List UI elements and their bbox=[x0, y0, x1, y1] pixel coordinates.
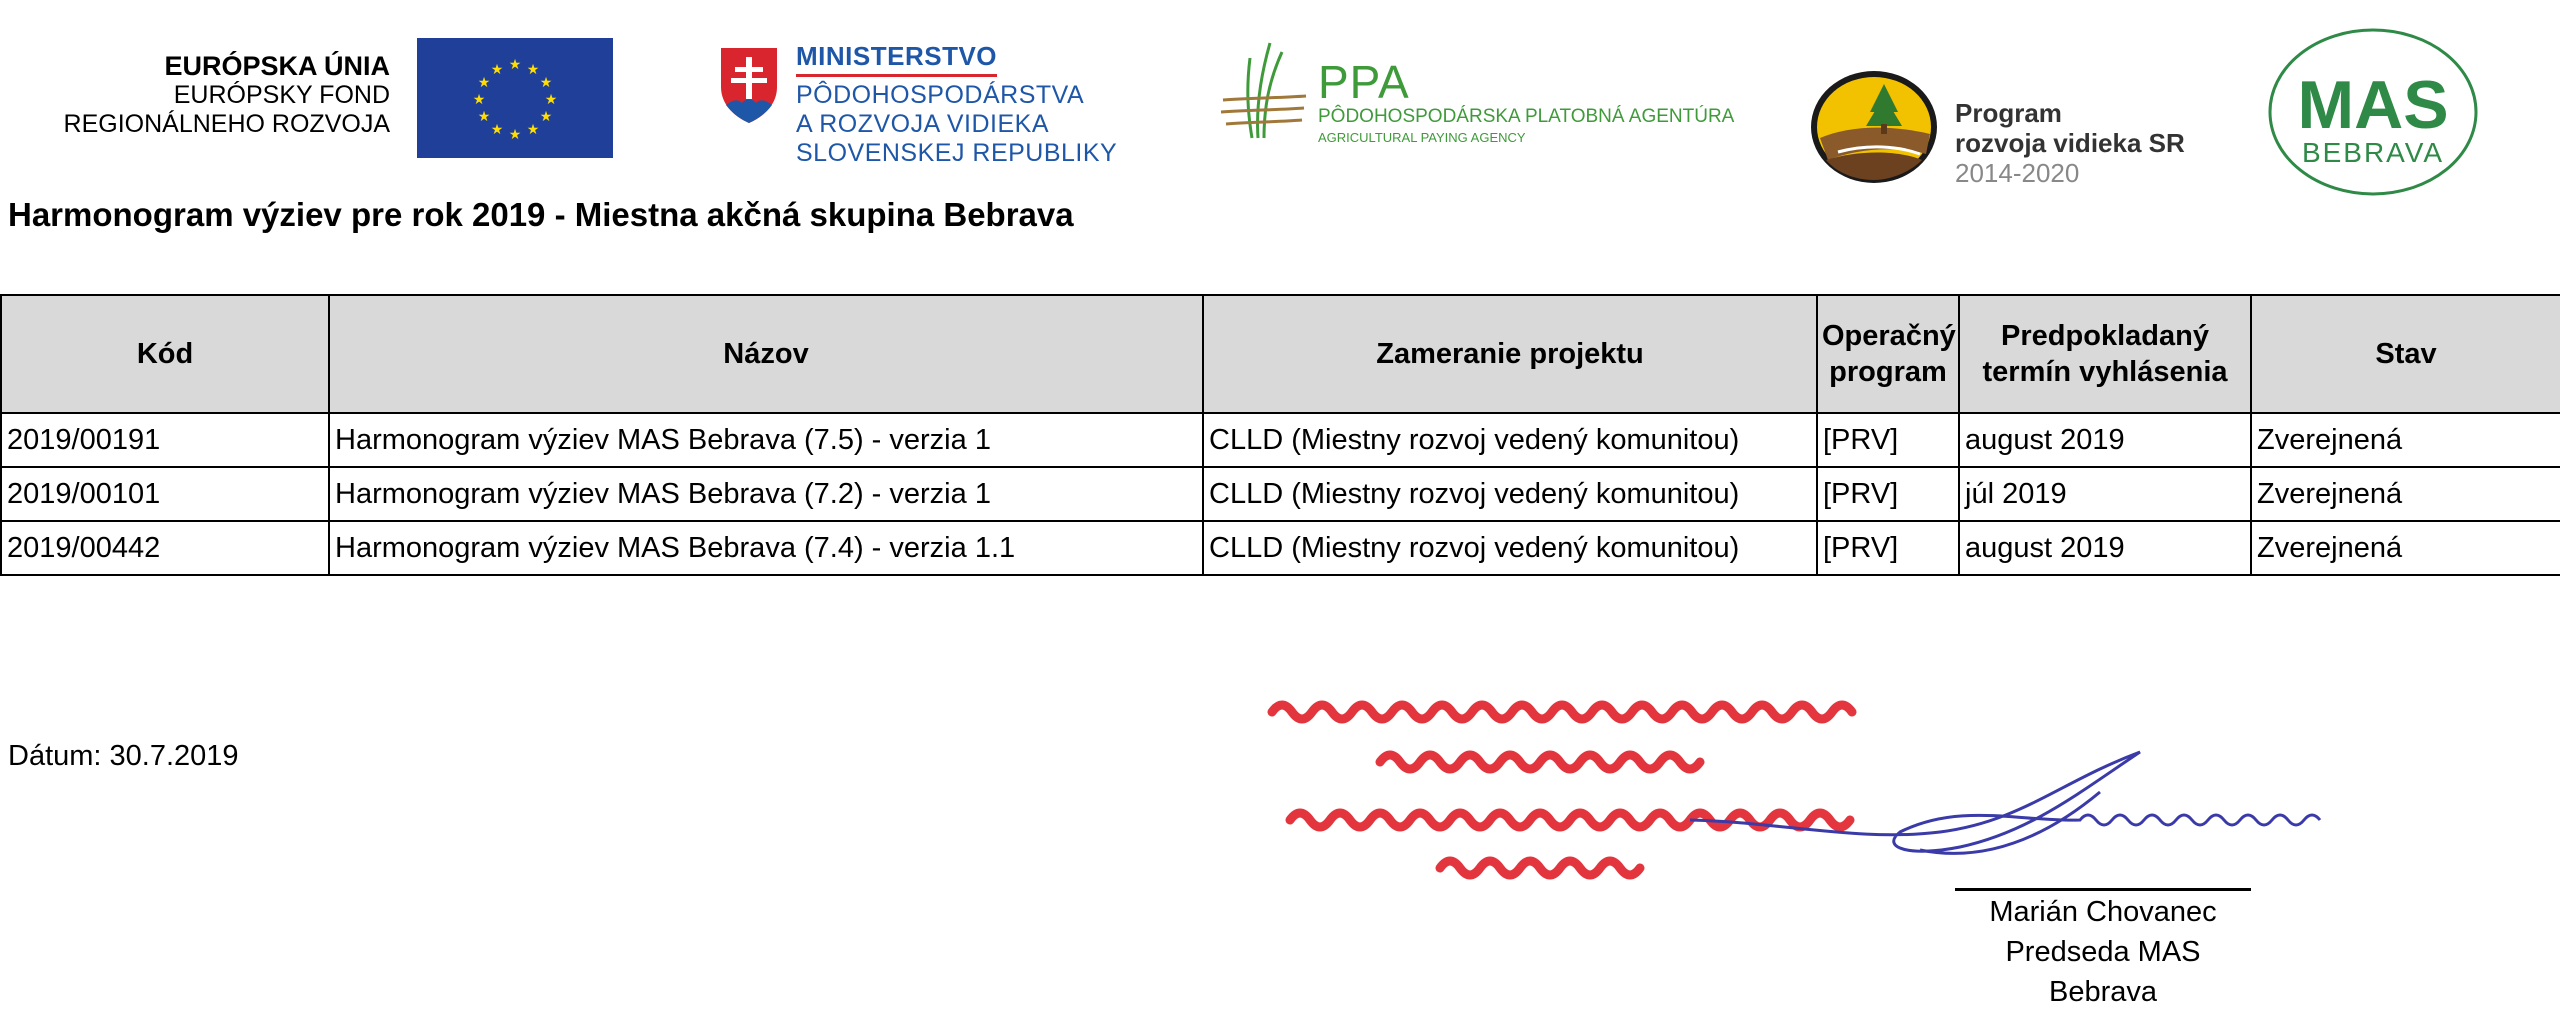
cell-kod: 2019/00442 bbox=[1, 521, 329, 575]
ppa-abbr: PPA bbox=[1318, 56, 1410, 108]
svg-text:★: ★ bbox=[490, 122, 504, 138]
svg-text:★: ★ bbox=[477, 75, 491, 91]
document-title: Harmonogram výziev pre rok 2019 - Miestna akčná skupina Bebrava bbox=[8, 196, 1074, 233]
table-row bbox=[1, 467, 2560, 521]
eu-flag-icon bbox=[417, 38, 613, 158]
eu-line1: EURÓPSKA ÚNIA bbox=[164, 51, 390, 81]
cell-kod: 2019/00101 bbox=[1, 467, 329, 521]
mas-logo-line1: MAS bbox=[2297, 67, 2449, 143]
col-header-termin bbox=[1959, 295, 2251, 413]
col-header-stav: Stav bbox=[2251, 295, 2560, 413]
svg-text:★: ★ bbox=[539, 109, 553, 125]
svg-text:★: ★ bbox=[539, 75, 553, 91]
ministry-logo-text bbox=[796, 42, 1117, 168]
col-header-program-line2: program bbox=[1829, 356, 1947, 388]
prv-years: 2014-2020 bbox=[1955, 158, 2080, 188]
col-header-nazov: Názov bbox=[329, 295, 1203, 413]
svg-text:★: ★ bbox=[490, 62, 504, 78]
ppa-name: PÔDOHOSPODÁRSKA PLATOBNÁ AGENTÚRA bbox=[1318, 106, 1735, 127]
ministry-line2: PÔDOHOSPODÁRSTVA bbox=[796, 81, 1085, 109]
mas-logo-line2: BEBRAVA bbox=[2301, 137, 2445, 168]
mas-bebrava-logo bbox=[2266, 26, 2480, 198]
ministry-line3: A ROZVOJA VIDIEKA bbox=[796, 110, 1050, 138]
cell-termin: august 2019 bbox=[1959, 521, 2251, 575]
cell-program: [PRV] bbox=[1817, 521, 1959, 575]
svg-text:★: ★ bbox=[472, 92, 486, 108]
ministry-line4: SLOVENSKEJ REPUBLIKY bbox=[796, 139, 1118, 167]
col-header-program-line1: Operačný bbox=[1822, 320, 1956, 352]
svg-text:★: ★ bbox=[477, 109, 491, 125]
cell-program: [PRV] bbox=[1817, 467, 1959, 521]
eu-line3: REGIONÁLNEHO ROZVOJA bbox=[63, 110, 390, 138]
cell-termin: august 2019 bbox=[1959, 413, 2251, 467]
col-header-program bbox=[1817, 295, 1959, 413]
eu-logo-text bbox=[40, 52, 390, 139]
ppa-english: AGRICULTURAL PAYING AGENCY bbox=[1318, 130, 1526, 145]
signer-role: Predseda MAS Bebrava bbox=[2005, 936, 2201, 1008]
cell-nazov: Harmonogram výziev MAS Bebrava (7.4) - verzia 1.1 bbox=[329, 521, 1203, 575]
slovak-coat-of-arms-icon bbox=[718, 45, 780, 125]
col-header-zameranie: Zameranie projektu bbox=[1203, 295, 1817, 413]
svg-text:★: ★ bbox=[508, 57, 522, 73]
prv-logo-icon bbox=[1808, 68, 1940, 186]
cell-termin: júl 2019 bbox=[1959, 467, 2251, 521]
prv-line2: rozvoja vidieka SR bbox=[1955, 128, 2185, 158]
svg-text:★: ★ bbox=[526, 62, 540, 78]
col-header-termin-line2: termín vyhlásenia bbox=[1982, 356, 2228, 388]
cell-zameranie: CLLD (Miestny rozvoj vedený komunitou) bbox=[1203, 521, 1817, 575]
cell-zameranie: CLLD (Miestny rozvoj vedený komunitou) bbox=[1203, 467, 1817, 521]
calls-schedule-table bbox=[0, 294, 2560, 576]
document-date: Dátum: 30.7.2019 bbox=[8, 740, 239, 772]
cell-program: [PRV] bbox=[1817, 413, 1959, 467]
prv-line1: Program bbox=[1955, 98, 2062, 128]
cell-zameranie: CLLD (Miestny rozvoj vedený komunitou) bbox=[1203, 413, 1817, 467]
signer-block bbox=[1955, 892, 2251, 1012]
svg-text:★: ★ bbox=[526, 122, 540, 138]
cell-nazov: Harmonogram výziev MAS Bebrava (7.2) - verzia 1 bbox=[329, 467, 1203, 521]
stamp-and-signature bbox=[1260, 672, 2460, 932]
cell-stav: Zverejnená bbox=[2251, 413, 2560, 467]
signature-line bbox=[1955, 888, 2251, 891]
eu-line2: EURÓPSKY FOND bbox=[173, 81, 390, 109]
table-row bbox=[1, 413, 2560, 467]
svg-text:★: ★ bbox=[544, 92, 558, 108]
table-header-row bbox=[1, 295, 2560, 413]
col-header-kod: Kód bbox=[1, 295, 329, 413]
signer-name: Marián Chovanec bbox=[1989, 896, 2217, 928]
col-header-termin-line1: Predpokladaný bbox=[2001, 320, 2209, 352]
ppa-wheat-icon bbox=[1218, 38, 1308, 148]
prv-logo-text bbox=[1955, 98, 2185, 188]
cell-nazov: Harmonogram výziev MAS Bebrava (7.5) - verzia 1 bbox=[329, 413, 1203, 467]
ministry-line1: MINISTERSTVO bbox=[796, 42, 997, 77]
cell-stav: Zverejnená bbox=[2251, 467, 2560, 521]
cell-stav: Zverejnená bbox=[2251, 521, 2560, 575]
cell-kod: 2019/00191 bbox=[1, 413, 329, 467]
table-row bbox=[1, 521, 2560, 575]
svg-text:★: ★ bbox=[508, 127, 522, 143]
